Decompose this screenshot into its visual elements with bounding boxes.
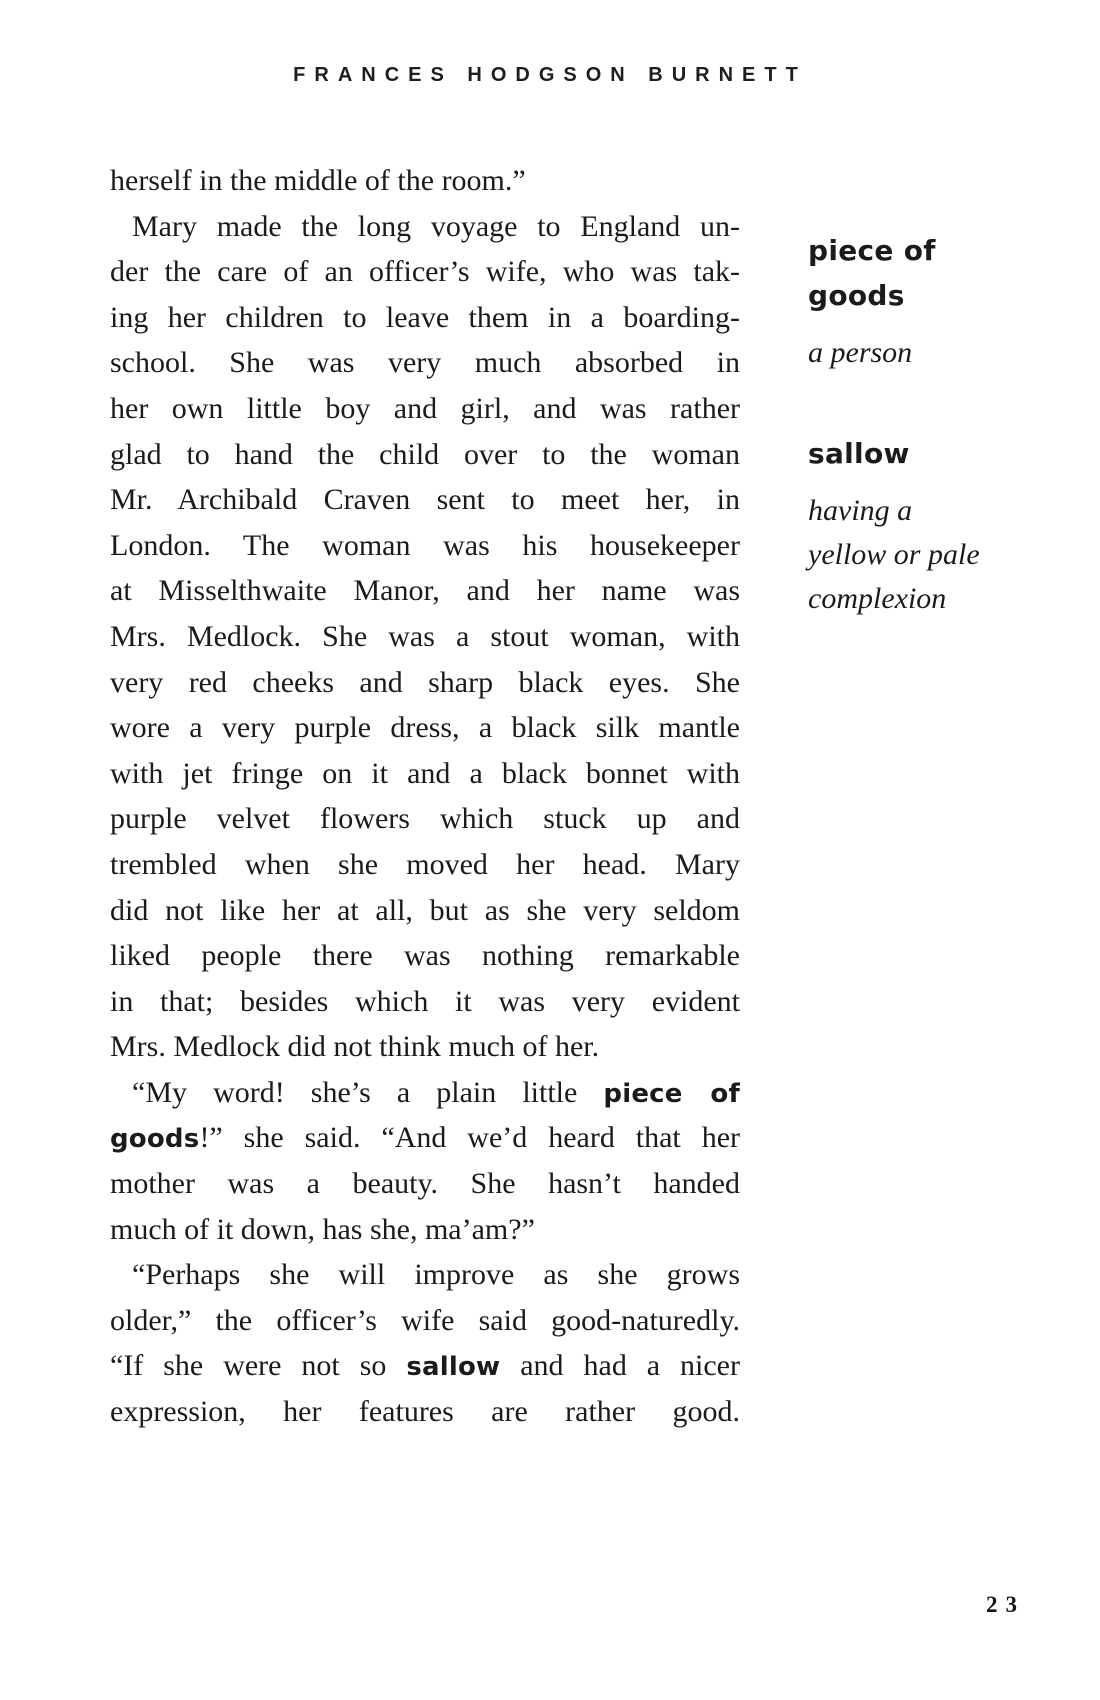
body-line: [110, 796, 740, 842]
body-line: [110, 705, 740, 751]
body-text: much of it down, has she, ma’am?”: [110, 1212, 535, 1246]
body-text: ing her children to leave them in a boarding-: [110, 300, 740, 334]
body-line: [110, 1207, 740, 1253]
body-text: der the care of an officer’s wife, who was tak-: [110, 255, 740, 289]
body-text: “If she were not so: [110, 1349, 407, 1383]
body-line: [110, 842, 740, 888]
body-line: [110, 568, 740, 614]
body-text: !” she said. “And we’d heard that her: [199, 1121, 740, 1155]
vocab-definition: [808, 331, 1038, 375]
body-line: [110, 1115, 740, 1161]
body-text: glad to hand the child over to the woman: [110, 437, 740, 471]
vocab-definition-line: a person: [808, 336, 913, 369]
body-text: in that; besides which it was very evident: [110, 984, 740, 1018]
vocab-definition-line: yellow or pale: [808, 538, 980, 571]
body-line: [110, 1070, 740, 1116]
text-column: [110, 158, 740, 1435]
vocab-term-line: goods: [808, 279, 905, 312]
body-line: [110, 979, 740, 1025]
vocab-keyword-bold: goods: [110, 1124, 200, 1155]
body-text: purple velvet flowers which stuck up and: [110, 802, 740, 836]
body-text: trembled when she moved her head. Mary: [110, 847, 740, 881]
body-text: Mr. Archibald Craven sent to meet her, in: [110, 483, 740, 517]
body-line: [110, 660, 740, 706]
body-text: school. She was very much absorbed in: [110, 346, 740, 380]
body-line: [110, 751, 740, 797]
body-line: [110, 1161, 740, 1207]
body-line: [110, 1389, 740, 1435]
body-text: wore a very purple dress, a black silk mantle: [110, 711, 740, 745]
body-text: Mrs. Medlock did not think much of her.: [110, 1030, 600, 1064]
body-text: herself in the middle of the room.”: [110, 164, 526, 197]
body-text: Mary made the long voyage to England un-: [132, 209, 740, 243]
body-text: her own little boy and girl, and was rather: [110, 391, 740, 425]
body-text: older,” the officer’s wife said good-naturedly.: [110, 1303, 740, 1337]
vocab-term: [808, 228, 1038, 318]
body-text: London. The woman was his housekeeper: [110, 528, 740, 562]
body-line: [110, 204, 740, 250]
vocab-definition-line: having a: [808, 494, 913, 527]
body-line: [110, 614, 740, 660]
body-text: with jet fringe on it and a black bonnet with: [110, 756, 740, 790]
body-line: [110, 523, 740, 569]
vocab-sidebar: [808, 228, 1038, 621]
body-line: [110, 477, 740, 523]
body-line: [110, 1343, 740, 1389]
body-line: [110, 1298, 740, 1344]
body-text: very red cheeks and sharp black eyes. She: [110, 665, 740, 699]
body-text: and had a nicer: [500, 1349, 740, 1383]
body-text: expression, her features are rather good.: [110, 1395, 740, 1429]
vocab-term: [808, 431, 1038, 476]
body-line: [110, 1252, 740, 1298]
body-line: [110, 1024, 740, 1070]
vocab-entry: [808, 228, 1038, 375]
body-line: [110, 295, 740, 341]
vocab-entry: [808, 431, 1038, 621]
body-line: [110, 933, 740, 979]
vocab-term-line: sallow: [808, 437, 910, 470]
body-line: [110, 386, 740, 432]
body-text: at Misselthwaite Manor, and her name was: [110, 574, 740, 608]
vocab-definition-line: complexion: [808, 582, 947, 615]
body-text: did not like her at all, but as she very seldom: [110, 893, 740, 927]
body-line: [110, 432, 740, 478]
body-text: mother was a beauty. She hasn’t handed: [110, 1167, 740, 1201]
body-text: “My word! she’s a plain little: [132, 1075, 604, 1109]
body-line: [110, 340, 740, 386]
body-text: Mrs. Medlock. She was a stout woman, with: [110, 619, 740, 653]
vocab-definition: [808, 489, 1038, 621]
body-text: liked people there was nothing remarkable: [110, 939, 740, 973]
page-number: 23: [986, 1592, 1025, 1617]
running-header-author: FRANCES HODGSON BURNETT: [293, 64, 807, 86]
body-line: [110, 888, 740, 934]
body-text: “Perhaps she will improve as she grows: [132, 1258, 740, 1292]
vocab-keyword-bold: sallow: [406, 1352, 501, 1383]
body-line: [110, 249, 740, 295]
vocab-term-line: piece of: [808, 234, 936, 267]
vocab-keyword-bold: piece of: [603, 1078, 740, 1109]
body-line: [110, 158, 740, 204]
